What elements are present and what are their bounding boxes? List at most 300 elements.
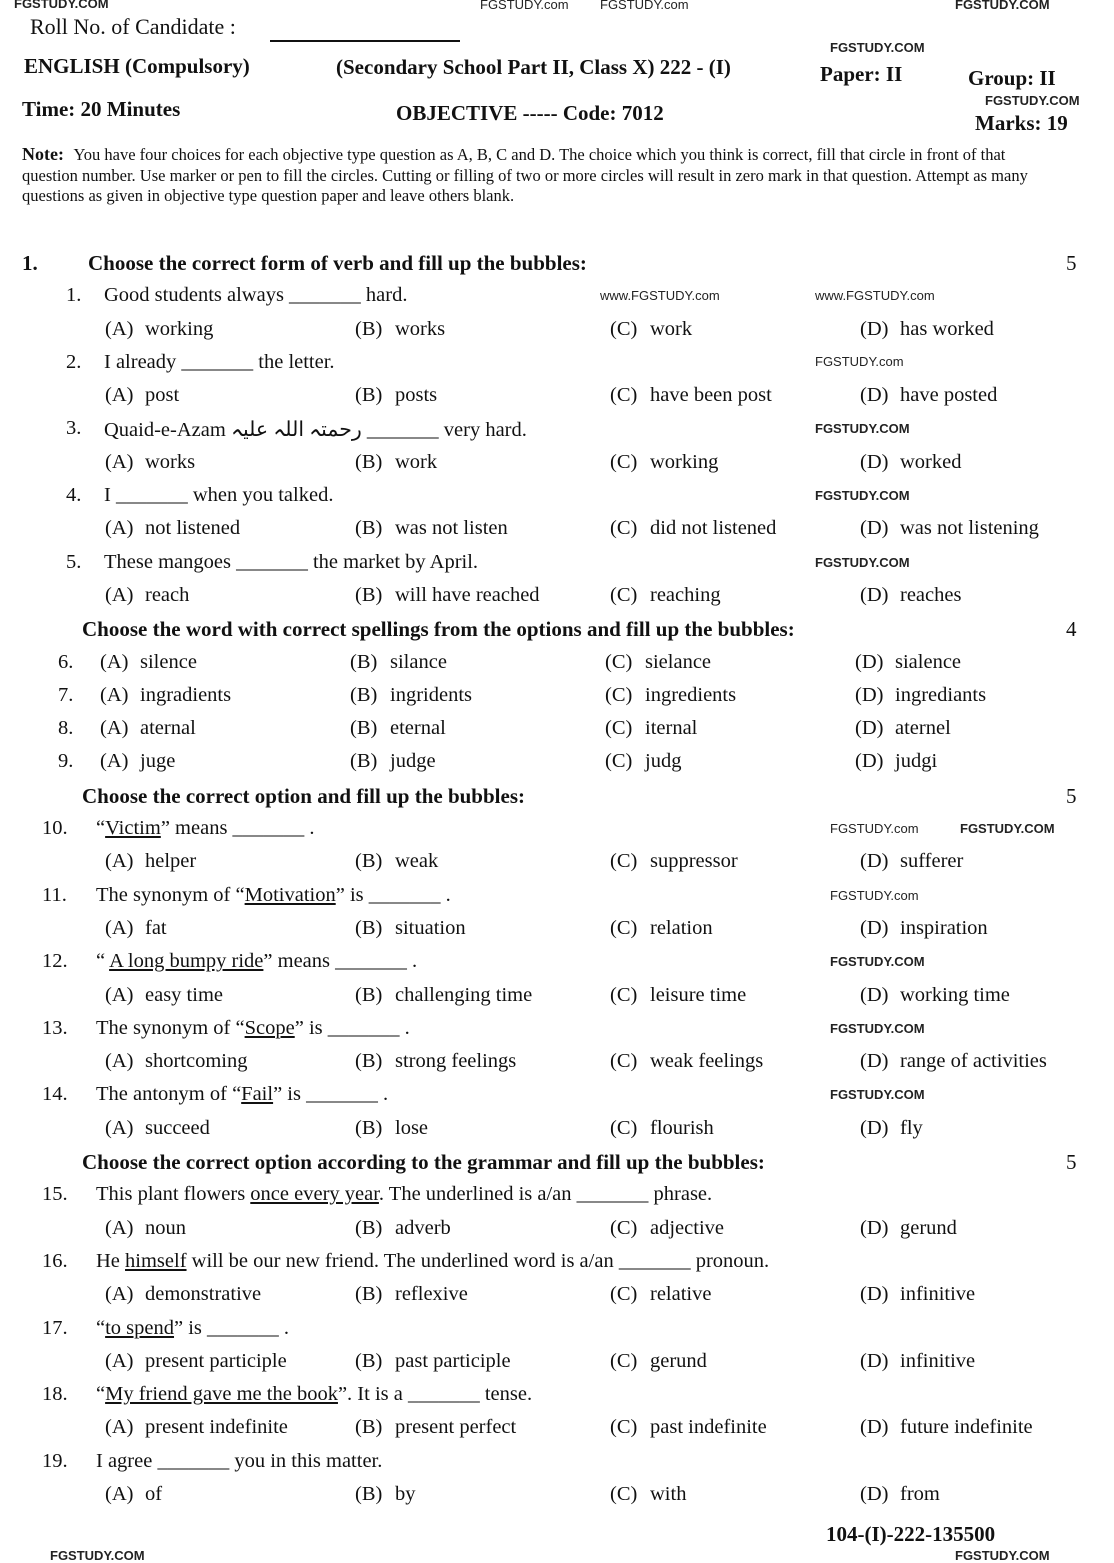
option-c[interactable] xyxy=(605,684,736,707)
options-row xyxy=(0,980,1114,1013)
option-c[interactable] xyxy=(610,1483,686,1506)
option-text: did not listened xyxy=(650,517,777,540)
option-a[interactable] xyxy=(105,1217,186,1240)
option-text: was not listen xyxy=(395,517,508,540)
options-row xyxy=(0,1046,1114,1079)
option-text: fat xyxy=(145,916,167,939)
option-c[interactable] xyxy=(610,850,738,873)
stem-text: ” is _______ . xyxy=(335,883,451,906)
option-text: by xyxy=(395,1482,416,1505)
option-letter: (B) xyxy=(355,583,383,606)
underlined-text: Victim xyxy=(105,817,161,840)
time-allowed: Time: 20 Minutes xyxy=(22,97,181,121)
option-a[interactable] xyxy=(105,384,179,407)
option-c[interactable] xyxy=(610,384,772,407)
option-letter: (D) xyxy=(855,683,884,706)
option-d[interactable] xyxy=(860,584,961,607)
option-letter: (C) xyxy=(610,1216,638,1239)
stem-text: This plant flowers xyxy=(96,1183,251,1206)
question-7 xyxy=(0,680,1114,713)
option-letter: (B) xyxy=(350,750,378,773)
options-row xyxy=(0,1213,1114,1246)
question-number: 14. xyxy=(42,1083,68,1106)
option-letter: (C) xyxy=(610,1416,638,1439)
group-number: Group: II xyxy=(968,66,1056,90)
option-a[interactable] xyxy=(105,1117,210,1140)
option-b[interactable] xyxy=(355,1117,428,1140)
option-text: ingradients xyxy=(140,683,232,706)
option-d[interactable] xyxy=(860,318,994,341)
option-text: reflexive xyxy=(395,1283,468,1306)
stem-text: “ xyxy=(96,950,110,973)
option-a[interactable] xyxy=(100,651,197,674)
option-letter: (B) xyxy=(355,1482,383,1505)
option-b[interactable] xyxy=(350,750,436,773)
question-13 xyxy=(0,1013,1114,1046)
option-text: future indefinite xyxy=(900,1416,1033,1439)
option-letter: (A) xyxy=(105,1216,134,1239)
option-text: challenging time xyxy=(395,983,533,1006)
option-letter: (B) xyxy=(350,650,378,673)
class-info: (Secondary School Part II, Class X) 222 - (I) xyxy=(336,55,731,79)
question-6 xyxy=(0,647,1114,680)
option-c[interactable] xyxy=(610,1283,711,1306)
roll-number-field[interactable] xyxy=(270,40,460,42)
option-d[interactable] xyxy=(860,850,963,873)
option-letter: (B) xyxy=(350,683,378,706)
option-text: flourish xyxy=(650,1116,714,1139)
section-heading xyxy=(0,613,1114,646)
option-b[interactable] xyxy=(355,451,437,474)
watermark: FGSTUDY.com xyxy=(815,354,904,369)
option-text: judgi xyxy=(895,750,938,773)
option-letter: (A) xyxy=(105,1050,134,1073)
option-b[interactable] xyxy=(355,517,508,540)
option-d[interactable] xyxy=(860,1117,923,1140)
option-letter: (C) xyxy=(610,450,638,473)
option-b[interactable] xyxy=(350,684,472,707)
option-d[interactable] xyxy=(860,1217,957,1240)
option-text: not listened xyxy=(145,517,241,540)
stem-text: ” is _______ . xyxy=(174,1316,290,1339)
option-letter: (D) xyxy=(860,1283,889,1306)
option-c[interactable] xyxy=(605,651,711,674)
options-row xyxy=(0,447,1114,480)
question-stem xyxy=(104,551,478,574)
option-text: from xyxy=(900,1482,940,1505)
option-text: reach xyxy=(145,583,190,606)
question-number: 15. xyxy=(42,1183,68,1206)
option-letter: (C) xyxy=(605,717,633,740)
section-marks: 5 xyxy=(1066,251,1077,275)
question-stem xyxy=(96,1183,712,1206)
question-number: 12. xyxy=(42,950,68,973)
option-d[interactable] xyxy=(855,651,961,674)
option-a[interactable] xyxy=(105,584,189,607)
option-letter: (A) xyxy=(105,317,134,340)
watermark: FGSTUDY.COM xyxy=(14,0,109,11)
option-letter: (D) xyxy=(855,750,884,773)
option-a[interactable] xyxy=(105,1350,287,1373)
option-a[interactable] xyxy=(105,984,223,1007)
option-letter: (D) xyxy=(860,1482,889,1505)
watermark: FGSTUDY.COM xyxy=(50,1548,145,1563)
stem-text: Quaid-e-Azam رحمتہ اللہ علیہ _______ very hard. xyxy=(104,419,527,442)
option-d[interactable] xyxy=(860,1050,1047,1073)
option-text: relation xyxy=(650,916,713,939)
stem-text: . The underlined is a/an _______ phrase. xyxy=(378,1183,713,1206)
section-heading xyxy=(0,780,1114,813)
option-letter: (B) xyxy=(355,1349,383,1372)
option-letter: (A) xyxy=(105,583,134,606)
option-text: lose xyxy=(395,1116,429,1139)
option-text: weak feelings xyxy=(650,1050,764,1073)
question-number: 18. xyxy=(42,1383,68,1406)
underlined-text: to spend xyxy=(105,1316,175,1339)
paper-code: 104-(I)-222-135500 xyxy=(826,1522,996,1546)
option-text: reaches xyxy=(900,583,962,606)
option-text: fly xyxy=(900,1116,923,1139)
question-number: 4. xyxy=(66,484,82,507)
options-row xyxy=(0,913,1114,946)
question-8 xyxy=(0,713,1114,746)
option-d[interactable] xyxy=(860,517,1039,540)
section-heading xyxy=(0,1146,1114,1179)
watermark: FGSTUDY.COM xyxy=(830,1021,925,1036)
option-letter: (D) xyxy=(860,850,889,873)
option-d[interactable] xyxy=(855,684,986,707)
stem-text: I agree _______ you in this matter. xyxy=(96,1449,383,1472)
option-c[interactable] xyxy=(610,517,776,540)
option-text: ingredients xyxy=(645,683,737,706)
question-number: 16. xyxy=(42,1249,68,1272)
question-number: 19. xyxy=(42,1449,68,1472)
option-text: worked xyxy=(900,450,962,473)
option-letter: (D) xyxy=(860,1116,889,1139)
option-text: present participle xyxy=(145,1349,287,1372)
question-12 xyxy=(0,946,1114,979)
stem-text: will be our new friend. The underlined word is a/an _______ pronoun. xyxy=(186,1249,770,1272)
option-text: works xyxy=(145,450,196,473)
option-letter: (D) xyxy=(860,1416,889,1439)
option-letter: (A) xyxy=(100,683,129,706)
option-b[interactable] xyxy=(355,1483,416,1506)
option-letter: (C) xyxy=(610,1283,638,1306)
option-text: adjective xyxy=(650,1216,724,1239)
option-b[interactable] xyxy=(355,1050,516,1073)
option-letter: (B) xyxy=(355,450,383,473)
option-text: easy time xyxy=(145,983,223,1006)
option-letter: (D) xyxy=(860,384,889,407)
option-letter: (B) xyxy=(355,317,383,340)
question-number: 6. xyxy=(58,650,74,673)
options-row xyxy=(0,513,1114,546)
option-letter: (A) xyxy=(105,517,134,540)
option-text: present perfect xyxy=(395,1416,517,1439)
stem-text: ” means _______ . xyxy=(263,950,418,973)
stem-text: The synonym of “ xyxy=(96,883,245,906)
watermark: www.FGSTUDY.com xyxy=(600,288,720,303)
question-number: 2. xyxy=(66,350,82,373)
option-letter: (D) xyxy=(860,1216,889,1239)
option-letter: (C) xyxy=(610,1482,638,1505)
option-text: gerund xyxy=(900,1216,957,1239)
watermark: FGSTUDY.com xyxy=(830,888,919,903)
option-d[interactable] xyxy=(860,1416,1033,1439)
option-text: shortcoming xyxy=(145,1050,248,1073)
section-marks: 4 xyxy=(1066,617,1077,642)
option-b[interactable] xyxy=(350,717,446,740)
option-c[interactable] xyxy=(610,1117,714,1140)
option-text: ingrediants xyxy=(895,683,987,706)
question-stem xyxy=(104,417,527,442)
option-b[interactable] xyxy=(355,1416,516,1439)
option-a[interactable] xyxy=(100,717,196,740)
option-a[interactable] xyxy=(100,684,231,707)
option-d[interactable] xyxy=(855,717,951,740)
stem-text: “ xyxy=(96,1383,106,1406)
option-b[interactable] xyxy=(355,1283,468,1306)
option-text: infinitive xyxy=(900,1349,976,1372)
question-9 xyxy=(0,746,1114,779)
option-c[interactable] xyxy=(610,584,721,607)
option-letter: (D) xyxy=(860,1349,889,1372)
option-letter: (D) xyxy=(860,583,889,606)
option-letter: (B) xyxy=(355,916,383,939)
options-row xyxy=(0,580,1114,613)
option-letter: (A) xyxy=(105,916,134,939)
option-letter: (B) xyxy=(355,1216,383,1239)
question-stem xyxy=(96,1250,769,1273)
question-stem xyxy=(96,950,417,973)
option-c[interactable] xyxy=(610,451,718,474)
paper-number: Paper: II xyxy=(820,62,903,86)
option-text: present indefinite xyxy=(145,1416,288,1439)
option-text: weak xyxy=(395,850,439,873)
stem-text: The synonym of “ xyxy=(96,1016,245,1039)
option-b[interactable] xyxy=(355,384,437,407)
option-d[interactable] xyxy=(855,750,937,773)
question-stem xyxy=(96,1017,410,1040)
option-text: work xyxy=(650,317,693,340)
question-5 xyxy=(0,547,1114,580)
option-c[interactable] xyxy=(610,984,746,1007)
option-text: adverb xyxy=(395,1216,451,1239)
option-text: relative xyxy=(650,1283,712,1306)
option-letter: (B) xyxy=(355,384,383,407)
option-letter: (A) xyxy=(100,650,129,673)
option-text: helper xyxy=(145,850,197,873)
option-b[interactable] xyxy=(355,1217,451,1240)
question-14 xyxy=(0,1079,1114,1112)
question-stem xyxy=(96,1317,289,1340)
underlined-text: My friend gave me the book xyxy=(105,1383,338,1406)
options-row xyxy=(0,1412,1114,1445)
question-3 xyxy=(0,413,1114,446)
option-b[interactable] xyxy=(355,318,445,341)
option-text: judg xyxy=(645,750,682,773)
option-text: range of activities xyxy=(900,1050,1047,1073)
option-c[interactable] xyxy=(610,1350,707,1373)
watermark: FGSTUDY.com xyxy=(830,821,919,836)
option-c[interactable] xyxy=(610,1050,763,1073)
option-letter: (C) xyxy=(605,750,633,773)
option-text: judge xyxy=(390,750,436,773)
watermark: FGSTUDY.COM xyxy=(985,93,1080,108)
option-d[interactable] xyxy=(860,917,988,940)
options-row xyxy=(0,314,1114,347)
option-letter: (A) xyxy=(105,1349,134,1372)
option-b[interactable] xyxy=(350,651,447,674)
watermark: FGSTUDY.com xyxy=(480,0,569,12)
option-text: have been post xyxy=(650,384,772,407)
option-text: was not listening xyxy=(900,517,1039,540)
stem-text: Good students always _______ hard. xyxy=(104,284,408,307)
question-number: 17. xyxy=(42,1316,68,1339)
option-d[interactable] xyxy=(860,451,961,474)
options-row xyxy=(0,1346,1114,1379)
option-a[interactable] xyxy=(105,917,167,940)
watermark: FGSTUDY.COM xyxy=(955,0,1050,12)
option-d[interactable] xyxy=(860,1283,975,1306)
option-letter: (A) xyxy=(100,750,129,773)
option-letter: (D) xyxy=(855,717,884,740)
option-letter: (C) xyxy=(610,583,638,606)
option-letter: (D) xyxy=(860,517,889,540)
question-19 xyxy=(0,1446,1114,1479)
option-c[interactable] xyxy=(605,750,681,773)
stem-text: He xyxy=(96,1249,126,1272)
options-row xyxy=(0,1279,1114,1312)
option-a[interactable] xyxy=(100,750,175,773)
option-c[interactable] xyxy=(610,1217,724,1240)
option-b[interactable] xyxy=(355,850,438,873)
option-letter: (A) xyxy=(105,1416,134,1439)
option-a[interactable] xyxy=(105,451,195,474)
option-text: past indefinite xyxy=(650,1416,767,1439)
option-text: sielance xyxy=(645,650,712,673)
option-letter: (B) xyxy=(355,983,383,1006)
options-row xyxy=(0,1113,1114,1146)
option-a[interactable] xyxy=(105,1283,261,1306)
option-a[interactable] xyxy=(105,1050,248,1073)
option-text: will have reached xyxy=(395,583,540,606)
option-b[interactable] xyxy=(355,984,532,1007)
section-marks: 5 xyxy=(1066,783,1077,808)
option-text: ingridents xyxy=(390,683,472,706)
option-text: aternal xyxy=(140,717,196,740)
underlined-text: himself xyxy=(125,1249,187,1272)
stem-text: ”. It is a _______ tense. xyxy=(337,1383,533,1406)
question-number: 3. xyxy=(66,417,82,440)
question-2 xyxy=(0,347,1114,380)
option-text: working xyxy=(145,317,214,340)
question-stem xyxy=(96,817,315,840)
note-label: Note: xyxy=(22,144,64,164)
underlined-text: Motivation xyxy=(244,883,336,906)
option-letter: (C) xyxy=(610,983,638,1006)
question-number: 10. xyxy=(42,817,68,840)
option-a[interactable] xyxy=(105,517,240,540)
question-number: 8. xyxy=(58,717,74,740)
option-d[interactable] xyxy=(860,984,1010,1007)
option-b[interactable] xyxy=(355,1350,511,1373)
section-title: Choose the correct option according to the grammar and fill up the bubbles: xyxy=(82,1150,765,1175)
stem-text: ” is _______ . xyxy=(273,1083,389,1106)
option-letter: (C) xyxy=(610,1349,638,1372)
options-row xyxy=(0,380,1114,413)
option-text: aternel xyxy=(895,717,951,740)
option-letter: (C) xyxy=(605,683,633,706)
section-title: Choose the correct form of verb and fill up the bubbles: xyxy=(88,251,587,275)
question-number: 11. xyxy=(42,883,67,906)
question-17 xyxy=(0,1313,1114,1346)
option-text: leisure time xyxy=(650,983,747,1006)
option-text: suppressor xyxy=(650,850,738,873)
question-11 xyxy=(0,880,1114,913)
option-d[interactable] xyxy=(860,384,997,407)
question-10 xyxy=(0,813,1114,846)
question-4 xyxy=(0,480,1114,513)
option-text: posts xyxy=(395,384,438,407)
option-text: of xyxy=(145,1482,163,1505)
watermark: FGSTUDY.COM xyxy=(830,1087,925,1102)
option-letter: (C) xyxy=(605,650,633,673)
watermark: www.FGSTUDY.com xyxy=(815,288,935,303)
watermark: FGSTUDY.COM xyxy=(815,488,910,503)
option-b[interactable] xyxy=(355,917,466,940)
option-letter: (C) xyxy=(610,850,638,873)
option-letter: (B) xyxy=(355,850,383,873)
underlined-text: A long bumpy ride xyxy=(109,950,264,973)
option-letter: (B) xyxy=(355,1050,383,1073)
option-text: noun xyxy=(145,1216,186,1239)
option-c[interactable] xyxy=(605,717,697,740)
option-text: works xyxy=(395,317,446,340)
watermark: FGSTUDY.COM xyxy=(955,1548,1050,1563)
option-a[interactable] xyxy=(105,1483,162,1506)
option-d[interactable] xyxy=(860,1350,975,1373)
option-letter: (D) xyxy=(860,916,889,939)
question-number: 1. xyxy=(66,284,82,307)
stem-text: I _______ when you talked. xyxy=(104,484,334,507)
stem-text: These mangoes _______ the market by April. xyxy=(104,550,479,573)
option-a[interactable] xyxy=(105,850,196,873)
option-text: demonstrative xyxy=(145,1283,262,1306)
section-marks: 5 xyxy=(1066,1150,1077,1175)
question-stem xyxy=(104,351,335,374)
option-c[interactable] xyxy=(610,917,713,940)
option-a[interactable] xyxy=(105,1416,288,1439)
question-stem xyxy=(96,1383,532,1406)
section-title: Choose the correct option and fill up the bubbles: xyxy=(82,783,525,808)
question-stem xyxy=(96,1083,388,1106)
option-text: sufferer xyxy=(900,850,964,873)
question-number: 5. xyxy=(66,550,82,573)
option-letter: (C) xyxy=(610,517,638,540)
subject-title: ENGLISH (Compulsory) xyxy=(24,54,250,78)
option-c[interactable] xyxy=(610,1416,767,1439)
stem-text: “ xyxy=(96,1316,106,1339)
option-c[interactable] xyxy=(610,318,692,341)
option-a[interactable] xyxy=(105,318,213,341)
option-text: eternal xyxy=(390,717,446,740)
option-b[interactable] xyxy=(355,584,540,607)
option-text: working xyxy=(650,450,719,473)
option-text: work xyxy=(395,450,438,473)
stem-text: “ xyxy=(96,817,106,840)
option-d[interactable] xyxy=(860,1483,940,1506)
